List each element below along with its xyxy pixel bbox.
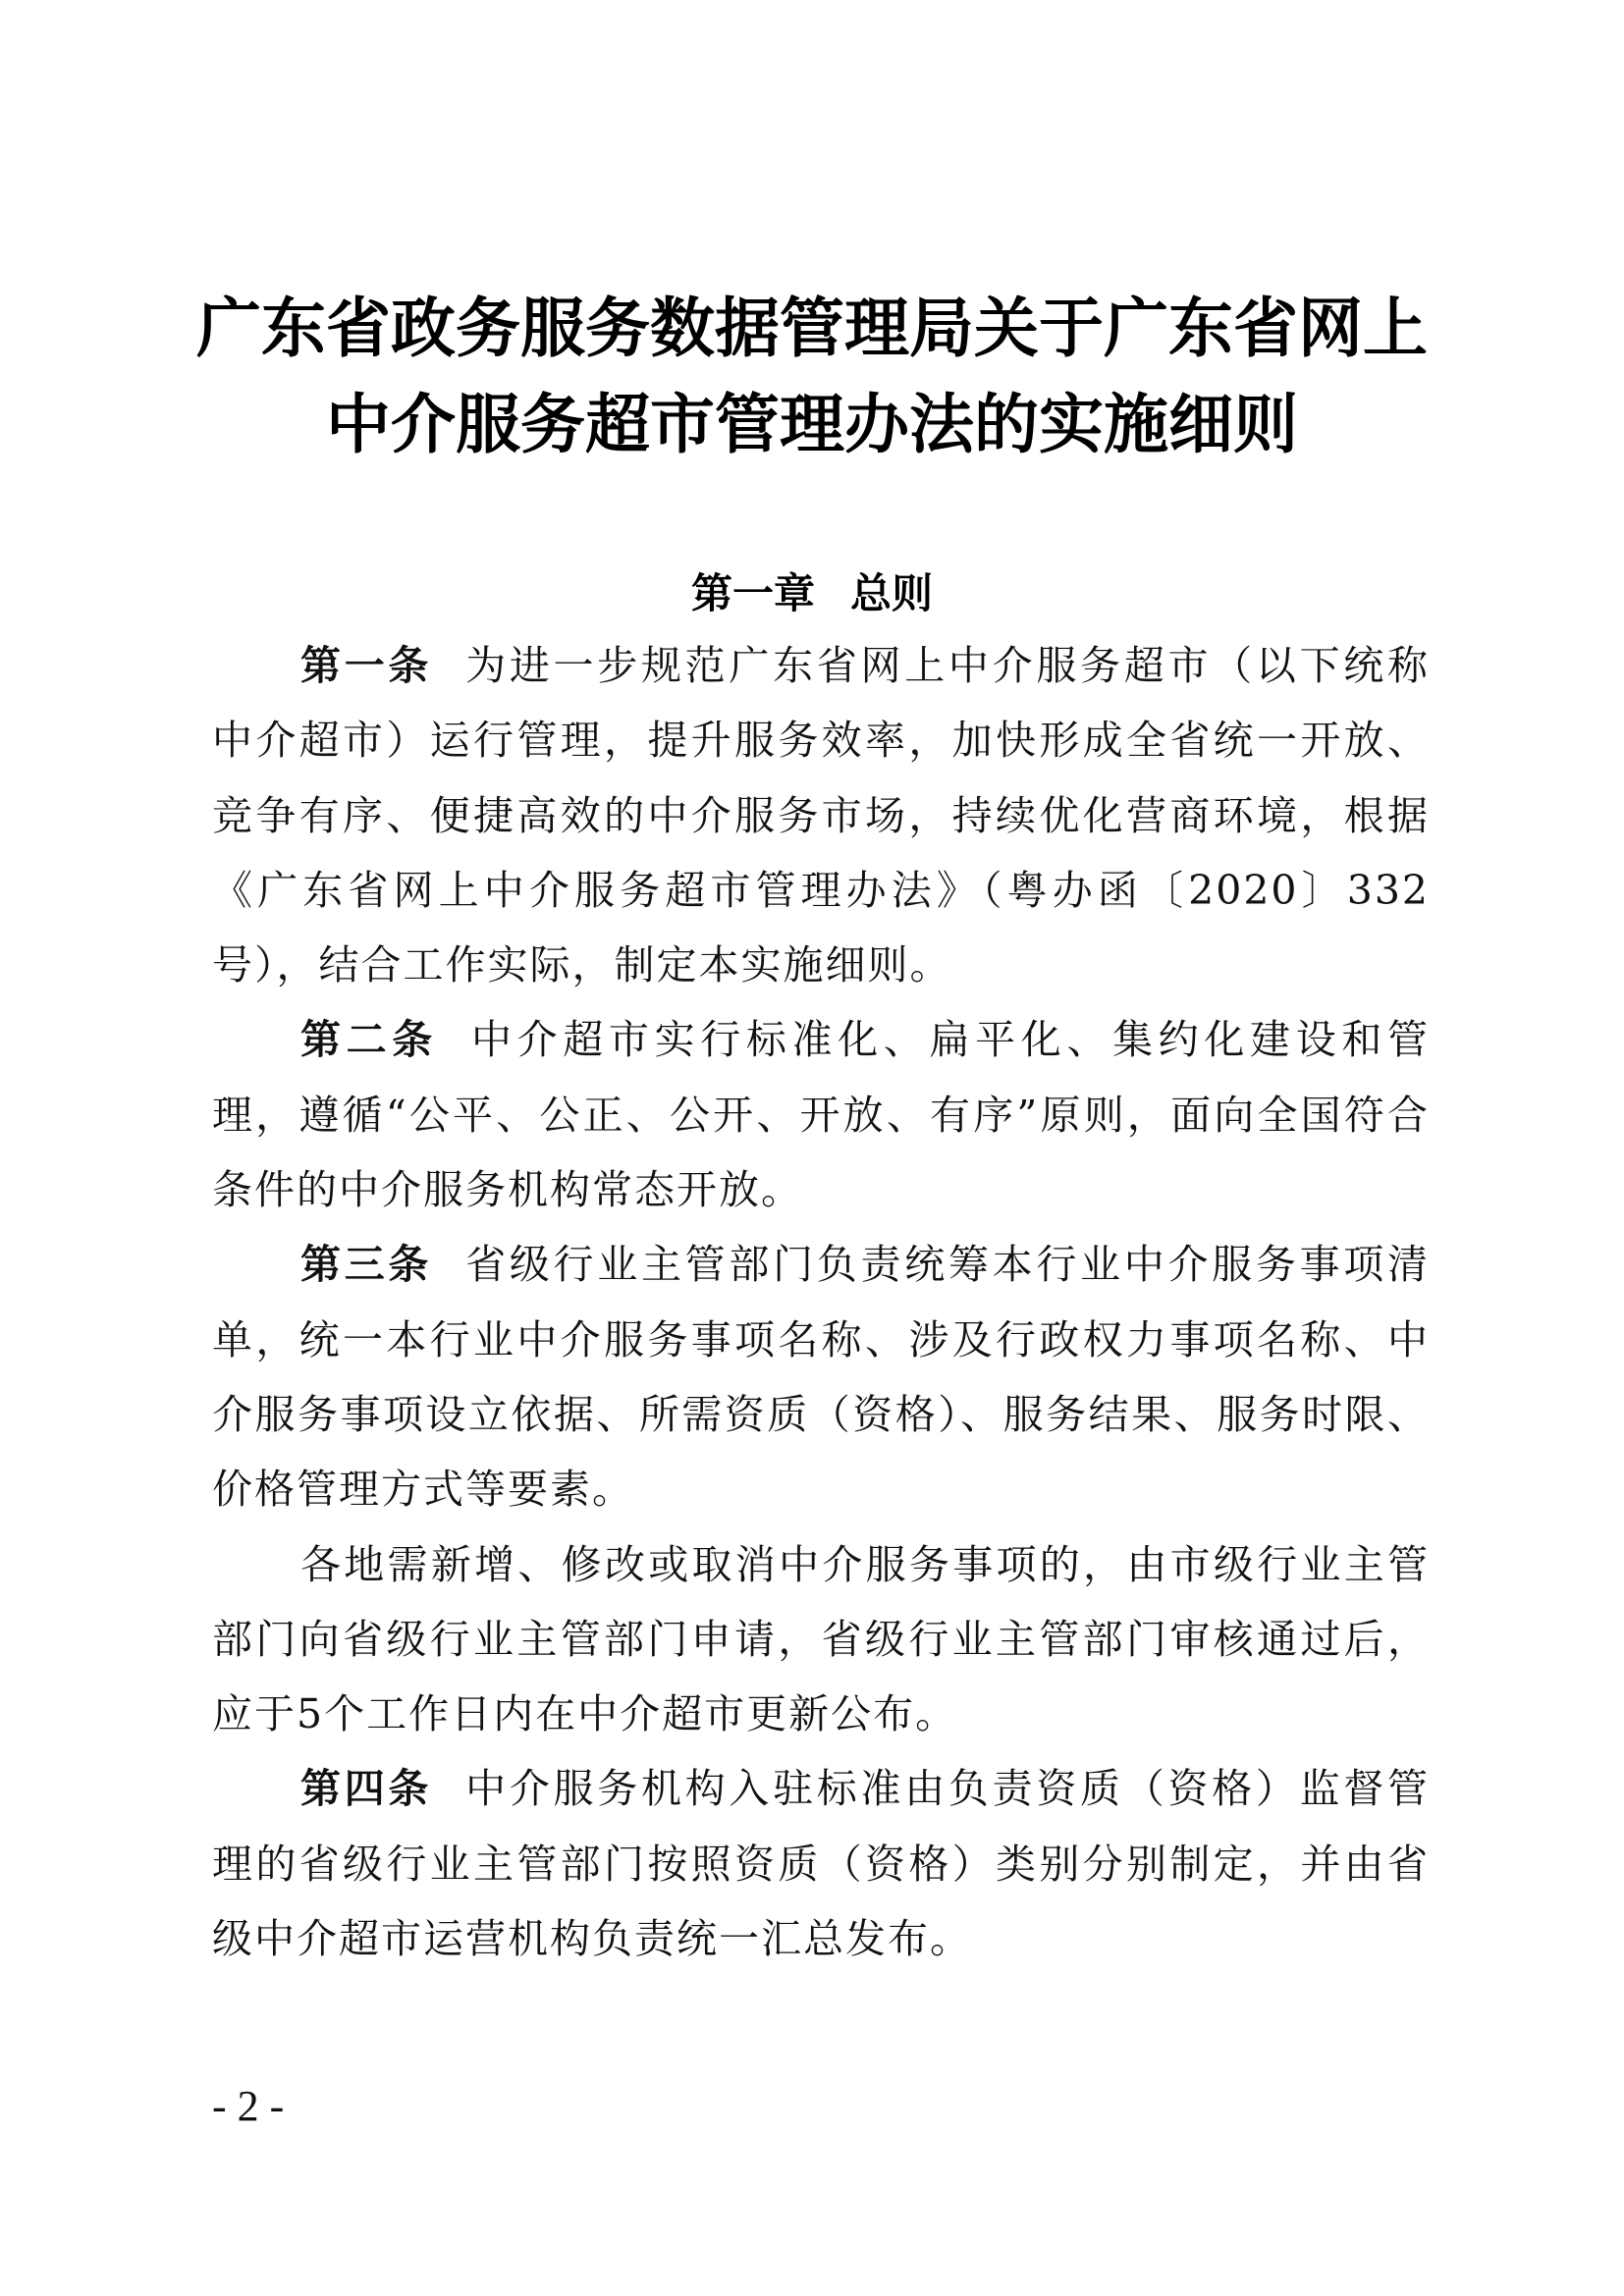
article-paragraph-3-continued xyxy=(212,1527,1430,1752)
article-paragraph-4 xyxy=(212,1751,1430,1976)
page-number: - 2 - xyxy=(212,2082,285,2130)
article-paragraph-1 xyxy=(212,628,1430,1002)
article-label: 第二条 xyxy=(300,1016,438,1064)
article-paragraph-3 xyxy=(212,1227,1430,1526)
chapter-heading xyxy=(147,564,1477,623)
article-paragraph-2 xyxy=(212,1002,1430,1227)
document-body xyxy=(212,628,1430,1976)
article-label: 第四条 xyxy=(300,1765,433,1813)
chapter-number: 第一章 xyxy=(690,569,815,617)
article-text: 中介服务机构入驻标准由负责资质（资格）监督管理的省级行业主管部门按照资质（资格）类别分别制定，并由省级中介超市运营机构负责统一汇总发布。 xyxy=(212,1765,1430,1963)
title-line-2: 中介服务超市管理办法的实施细则 xyxy=(326,387,1298,462)
article-text: 省级行业主管部门负责统筹本行业中介服务事项清单，统一本行业中介服务事项名称、涉及行政权力事项名称、中介服务事项设立依据、所需资质（资格）、服务结果、服务时限、价格管理方式等要素。 xyxy=(212,1241,1430,1514)
article-text: 中介超市实行标准化、扁平化、集约化建设和管理，遵循“公平、公正、公开、开放、有序”原则，面向全国符合条件的中介服务机构常态开放。 xyxy=(212,1016,1431,1214)
title-line-1: 广东省政务服务数据管理局关于广东省网上 xyxy=(196,291,1428,366)
chapter-name: 总则 xyxy=(850,569,934,617)
article-label: 第三条 xyxy=(300,1241,433,1289)
document-title xyxy=(147,281,1477,473)
article-label: 第一条 xyxy=(300,642,433,689)
article-text: 为进一步规范广东省网上中介服务超市（以下统称中介超市）运行管理，提升服务效率，加快形成全省统一开放、竞争有序、便捷高效的中介服务市场，持续优化营商环境，根据《广东省网上中介服务超市管理办法》（粤办函〔2020〕332号），结合工作实际，制定本实施细则。 xyxy=(212,642,1430,989)
article-text: 各地需新增、修改或取消中介服务事项的，由市级行业主管部门向省级行业主管部门申请，省级行业主管部门审核通过后，应于5个工作日内在中介超市更新公布。 xyxy=(212,1540,1430,1738)
